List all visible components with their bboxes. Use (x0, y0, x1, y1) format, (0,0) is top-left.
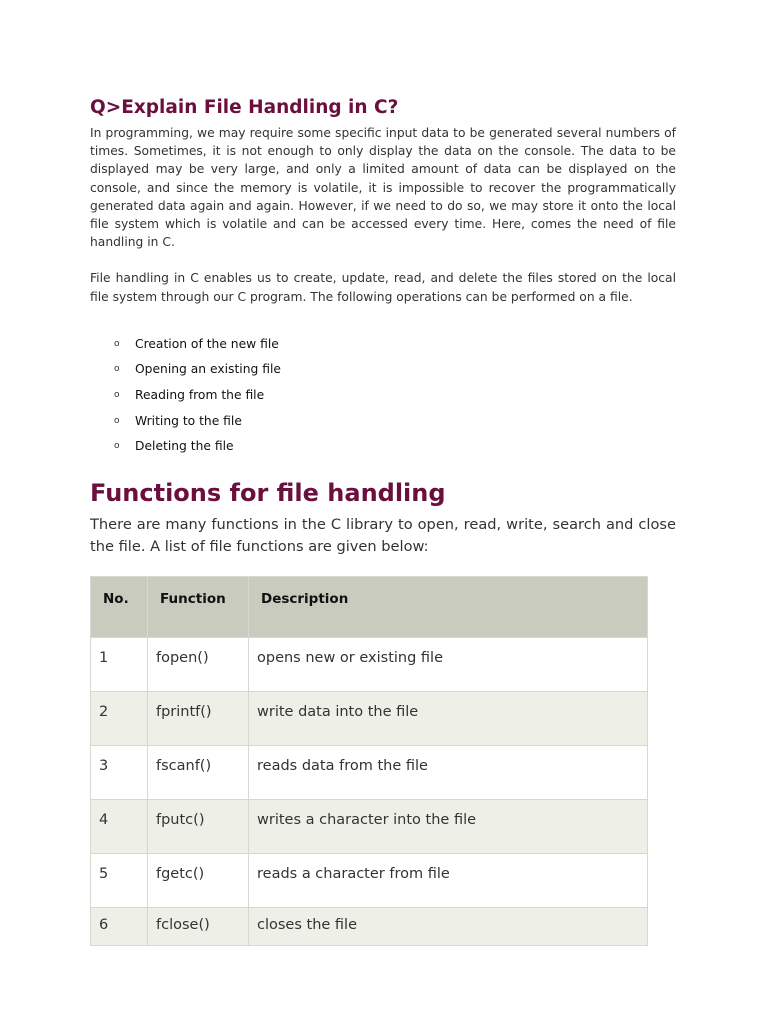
cell-function: fopen() (148, 637, 249, 691)
circle-bullet-icon: o (114, 338, 120, 349)
cell-description: opens new or existing file (249, 637, 648, 691)
list-item: o Creation of the new file (114, 332, 676, 358)
table-row (91, 907, 648, 945)
column-header-description: Description (249, 576, 648, 637)
cell-no: 4 (91, 799, 148, 853)
list-item: o Deleting the file (114, 434, 676, 460)
table-row (91, 853, 648, 907)
document-page (90, 96, 676, 946)
cell-description: writes a character into the file (249, 799, 648, 853)
file-functions-table (90, 576, 648, 946)
cell-no: 5 (91, 853, 148, 907)
circle-bullet-icon: o (114, 390, 120, 401)
table-header-row (91, 576, 648, 637)
circle-bullet-icon: o (114, 415, 120, 426)
circle-bullet-icon: o (114, 441, 120, 452)
functions-heading: Functions for file handling (90, 478, 446, 507)
intro-paragraph: In programming, we may require some specific input data to be generated several numbers of times. Sometimes, it is not enough to only display the data on the console. The data to be displayed may be very large, and only a limited amount of data can be displayed on the console, and since the memory is volatile, it is impossible to recover the programmatically generated data again and again. However, if we need to do so, we may store it onto the local file system which is volatile and can be accessed every time. Here, comes the need of file handling in C. (90, 126, 676, 250)
cell-function: fgetc() (148, 853, 249, 907)
cell-function: fclose() (148, 907, 249, 945)
column-header-function: Function (148, 576, 249, 637)
list-item: o Writing to the file (114, 409, 676, 435)
cell-function: fscanf() (148, 745, 249, 799)
cell-function: fputc() (148, 799, 249, 853)
cell-description: reads data from the file (249, 745, 648, 799)
operations-list (90, 332, 676, 460)
column-header-no: No. (91, 576, 148, 637)
cell-description: write data into the file (249, 691, 648, 745)
cell-no: 1 (91, 637, 148, 691)
cell-function: fprintf() (148, 691, 249, 745)
cell-description: reads a character from file (249, 853, 648, 907)
circle-bullet-icon: o (114, 364, 120, 375)
list-item: o Reading from the file (114, 383, 676, 409)
table-row (91, 637, 648, 691)
functions-intro: There are many functions in the C library to open, read, write, search and close the file. A list of file functions are given below: (90, 515, 676, 555)
list-item: o Opening an existing file (114, 357, 676, 383)
cell-description: closes the file (249, 907, 648, 945)
cell-no: 2 (91, 691, 148, 745)
cell-no: 6 (91, 907, 148, 945)
file-handling-paragraph: File handling in C enables us to create, update, read, and delete the files stored on the local file system through our C program. The following operations can be performed on a file. (90, 271, 676, 304)
table-row (91, 691, 648, 745)
question-heading: Q>Explain File Handling in C? (90, 97, 399, 118)
cell-no: 3 (91, 745, 148, 799)
table-row (91, 799, 648, 853)
table-row (91, 745, 648, 799)
